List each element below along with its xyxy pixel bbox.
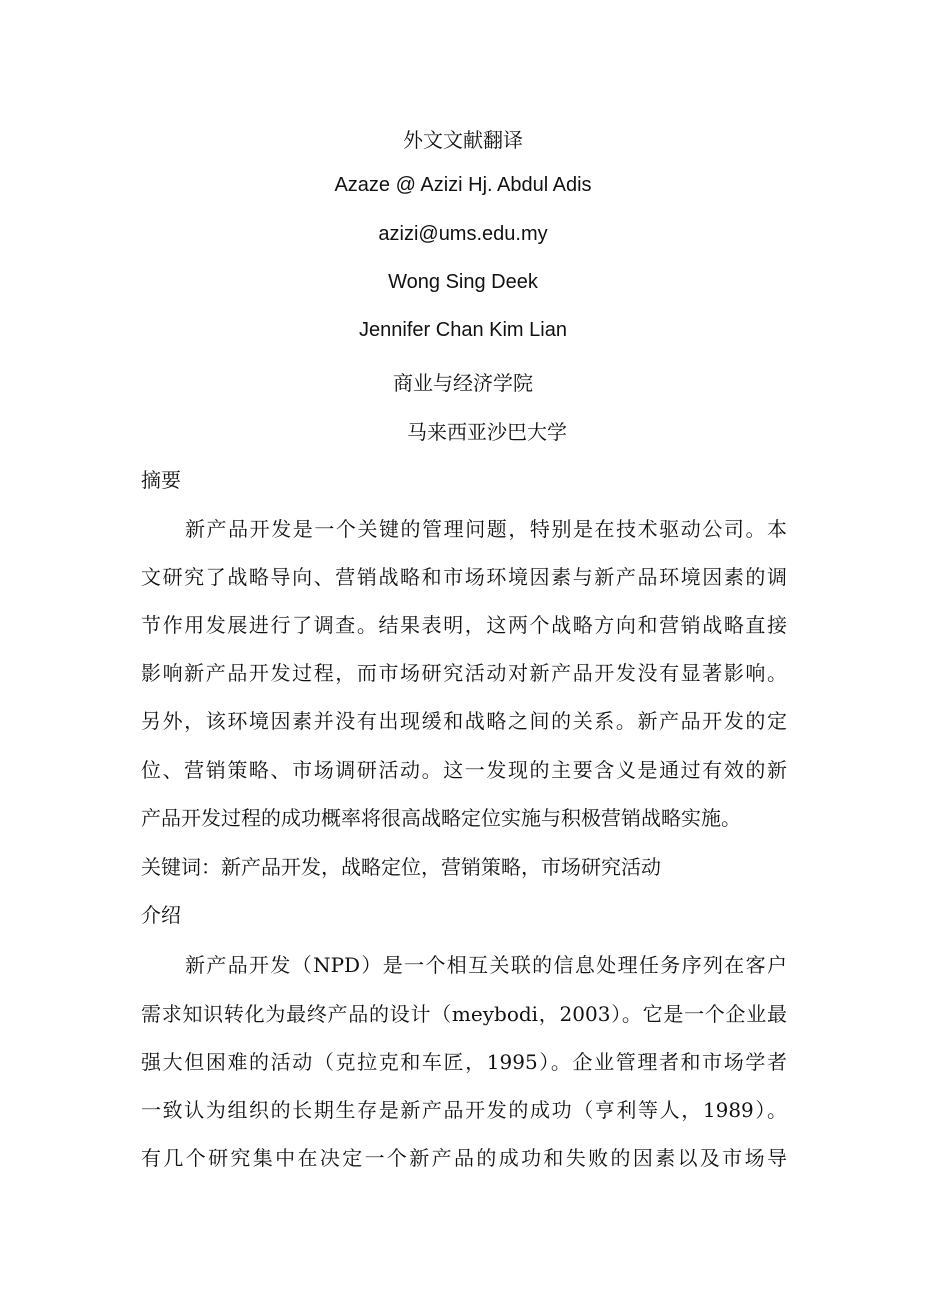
abstract-line: 位、营销策略、市场调研活动。这一发现的主要含义是通过有效的新 <box>141 758 787 782</box>
keywords-line: 关键词：新产品开发，战略定位，营销策略，市场研究活动 <box>141 855 661 879</box>
introduction-line: 需求知识转化为最终产品的设计（meybodi，2003）。它是一个企业最 <box>141 1002 787 1026</box>
introduction-line: 强大但困难的活动（克拉克和车匠，1995）。企业管理者和市场学者 <box>141 1050 787 1074</box>
abstract-line: 产品开发过程的成功概率将很高战略定位实施与积极营销战略实施。 <box>141 806 741 830</box>
abstract-line: 文研究了战略导向、营销战略和市场环境因素与新产品环境因素的调 <box>141 565 787 589</box>
author-email: azizi@ums.edu.my <box>378 223 548 245</box>
introduction-line: 新产品开发（NPD）是一个相互关联的信息处理任务序列在客户 <box>185 953 787 977</box>
abstract-line: 影响新产品开发过程，而市场研究活动对新产品开发没有显著影响。 <box>141 661 787 685</box>
author-name-2: Wong Sing Deek <box>388 271 538 293</box>
abstract-line: 节作用发展进行了调查。结果表明，这两个战略方向和营销战略直接 <box>141 613 787 637</box>
author-name-3: Jennifer Chan Kim Lian <box>359 319 567 341</box>
abstract-heading: 摘要 <box>141 468 181 492</box>
abstract-line: 另外，该环境因素并没有出现缓和战略之间的关系。新产品开发的定 <box>141 709 787 733</box>
document-title: 外文文献翻译 <box>403 128 523 152</box>
introduction-line: 有几个研究集中在决定一个新产品的成功和失败的因素以及市场导 <box>141 1146 787 1170</box>
introduction-line: 一致认为组织的长期生存是新产品开发的成功（亨利等人，1989）。 <box>141 1098 787 1122</box>
affiliation-university: 马来西亚沙巴大学 <box>407 420 567 444</box>
author-name-1: Azaze @ Azizi Hj. Abdul Adis <box>334 174 592 196</box>
abstract-line: 新产品开发是一个关键的管理问题，特别是在技术驱动公司。本 <box>185 517 787 541</box>
affiliation-faculty: 商业与经济学院 <box>393 371 533 395</box>
introduction-heading: 介绍 <box>141 903 181 927</box>
